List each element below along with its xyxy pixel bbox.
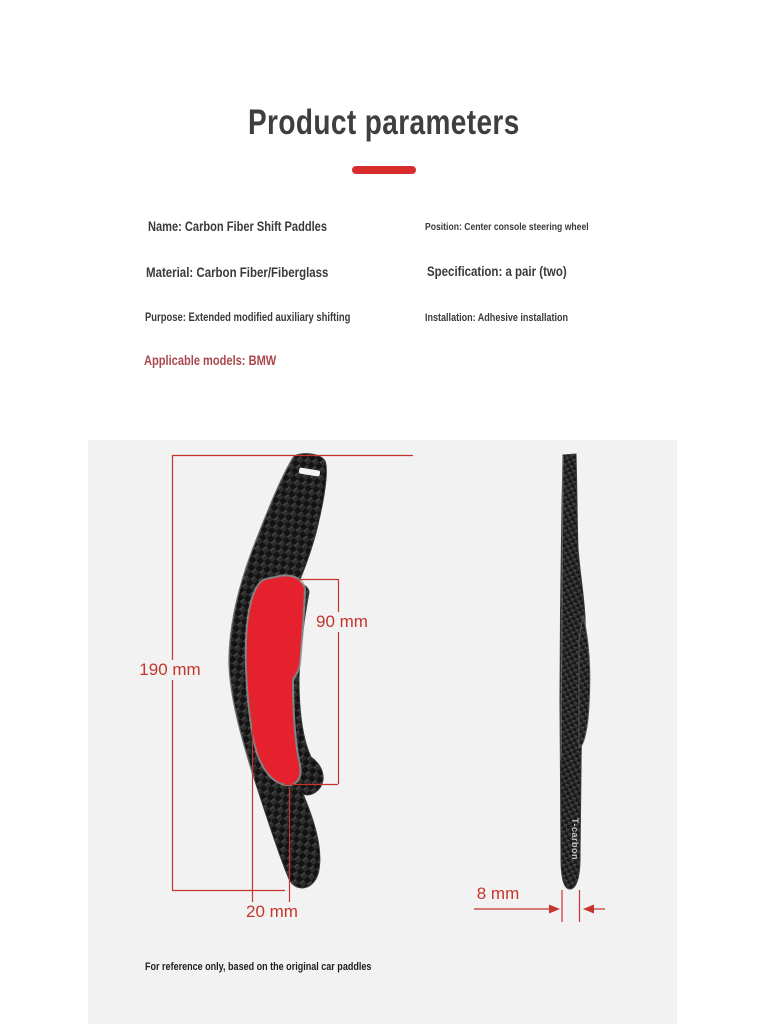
param-name: Name: Carbon Fiber Shift Paddles xyxy=(148,219,328,234)
reference-note: For reference only, based on the original car paddles xyxy=(145,961,372,973)
front-paddle xyxy=(229,454,326,888)
dim-label-total-height: 190 mm xyxy=(132,660,208,680)
side-paddle-clip xyxy=(579,615,590,748)
paddle-dimension-diagram xyxy=(88,440,677,1024)
param-installation: Installation: Adhesive installation xyxy=(425,312,569,324)
side-paddle xyxy=(560,454,590,889)
dim-8-left-arrowhead xyxy=(549,905,560,914)
param-purpose: Purpose: Extended modified auxiliary shifting xyxy=(145,312,351,324)
param-position: Position: Center console steering wheel xyxy=(425,221,589,233)
dim-label-pad-height: 90 mm xyxy=(313,612,371,632)
brand-label: T-carbon xyxy=(570,818,580,861)
title-accent-bar xyxy=(352,166,416,174)
page-title xyxy=(0,103,768,143)
dim-label-bottom-width: 20 mm xyxy=(243,902,301,922)
param-specification: Specification: a pair (two) xyxy=(427,263,567,279)
diagram-panel xyxy=(88,440,677,1024)
param-applicable-models: Applicable models: BMW xyxy=(144,353,277,368)
param-material: Material: Carbon Fiber/Fiberglass xyxy=(146,264,329,280)
dim-label-thickness: 8 mm xyxy=(476,884,520,903)
page-title-text: Product parameters xyxy=(248,103,520,142)
